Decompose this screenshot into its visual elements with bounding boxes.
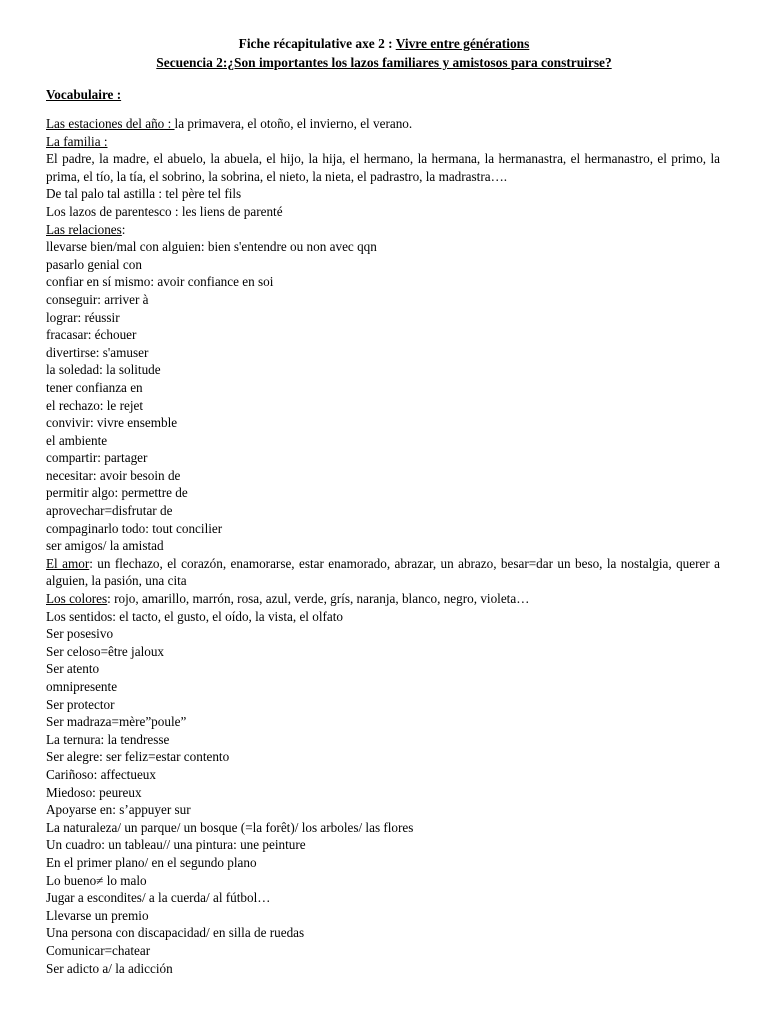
list-item: Ser atento (46, 661, 100, 677)
list-item: Jugar a escondites/ a la cuerda/ al fútbol… (46, 890, 271, 906)
list-item: Un cuadro: un tableau// una pintura: une peinture (46, 837, 306, 853)
list-item: Los sentidos: el tacto, el gusto, el oído, la vista, el olfato (46, 608, 344, 624)
list-item: Apoyarse en: s’appuyer sur (46, 802, 191, 818)
list-item: fracasar: échouer (46, 327, 137, 343)
list-item: omnipresente (46, 679, 118, 694)
list-item: el rechazo: le rejet (46, 397, 144, 413)
list-item: Los colores: rojo, amarillo, marrón, rosa, azul, verde, grís, naranja, blanco, negro, violeta… (46, 591, 530, 607)
list-item: permitir algo: permettre de (46, 485, 188, 501)
list-item: el ambiente (46, 432, 108, 448)
list-item: Las relaciones: (46, 221, 126, 237)
list-item: En el primer plano/ en el segundo plano (46, 854, 257, 870)
list-item: Miedoso: peureux (46, 784, 142, 800)
list-item: lograr: réussir (46, 309, 120, 325)
list-item: Una persona con discapacidad/ en silla de ruedas (46, 925, 305, 941)
vocabulary-list (46, 115, 720, 977)
document-header (0, 34, 768, 72)
list-item: la soledad: la solitude (46, 362, 161, 378)
section-heading: Las estaciones del año : (46, 116, 175, 131)
list-item: El amor: un flechazo, el corazón, enamorarse, estar enamorado, abrazar, un abrazo, besar=dar un beso, la nostalgia, querer a alguien, la pasión, una cita (46, 555, 720, 589)
list-item: tener confianza en (46, 379, 143, 395)
list-item: Ser alegre: ser feliz=estar contento (46, 749, 230, 765)
list-item: Lo bueno≠ lo malo (46, 872, 147, 888)
header-line-1 (0, 34, 768, 53)
list-item: Cariñoso: affectueux (46, 766, 156, 782)
header-prefix: Fiche récapitulative axe 2 : (238, 36, 396, 51)
list-item: Ser posesivo (46, 626, 114, 642)
list-item: Llevarse un premio (46, 907, 149, 923)
list-item: compartir: partager (46, 450, 148, 466)
header-axis-title: Vivre entre générations (395, 36, 530, 51)
list-item: necesitar: avoir besoin de (46, 467, 181, 483)
list-item: De tal palo tal astilla : tel père tel fils (46, 186, 242, 202)
list-item: pasarlo genial con (46, 256, 142, 272)
header-line-2: Secuencia 2:¿Son importantes los lazos familiares y amistosos para construirse? (156, 55, 612, 70)
list-item: ser amigos/ la amistad (46, 538, 164, 554)
list-item: Ser madraza=mère”poule” (46, 714, 187, 730)
list-item: Comunicar=chatear (46, 942, 151, 958)
section-heading: El amor (46, 555, 90, 571)
section-heading: La familia : (46, 133, 108, 149)
list-item: aprovechar=disfrutar de (46, 503, 173, 519)
list-item: Las estaciones del año : la primavera, el otoño, el invierno, el verano. (46, 116, 413, 131)
section-heading: Los colores (46, 591, 108, 607)
list-item: conseguir: arriver à (46, 291, 149, 307)
list-item: convivir: vivre ensemble (46, 415, 178, 431)
vocabulary-heading: Vocabulaire : (46, 87, 122, 102)
list-item: Los lazos de parentesco : les liens de parenté (46, 203, 283, 219)
list-item: Ser adicto a/ la adicción (46, 960, 173, 976)
list-item: La naturaleza/ un parque/ un bosque (=la forêt)/ los arboles/ las flores (46, 819, 414, 835)
list-item: El padre, la madre, el abuelo, la abuela, el hijo, la hija, el hermano, la hermana, la hermanastra, el hermanastro, el primo, la prima, el tío, la tía, el sobrino, la sobrina, el nieto, la nieta, el padrastro, la madrastra…. (46, 151, 720, 184)
list-item: Ser celoso=être jaloux (46, 643, 165, 659)
list-item: La ternura: la tendresse (46, 731, 170, 747)
list-item: Ser protector (46, 696, 115, 712)
list-item: divertirse: s'amuser (46, 344, 149, 360)
list-item: confiar en sí mismo: avoir confiance en soi (46, 274, 274, 290)
section-heading: Las relaciones (46, 221, 122, 237)
list-item: compaginarlo todo: tout concilier (46, 520, 223, 536)
list-item: llevarse bien/mal con alguien: bien s'entendre ou non avec qqn (46, 239, 377, 255)
